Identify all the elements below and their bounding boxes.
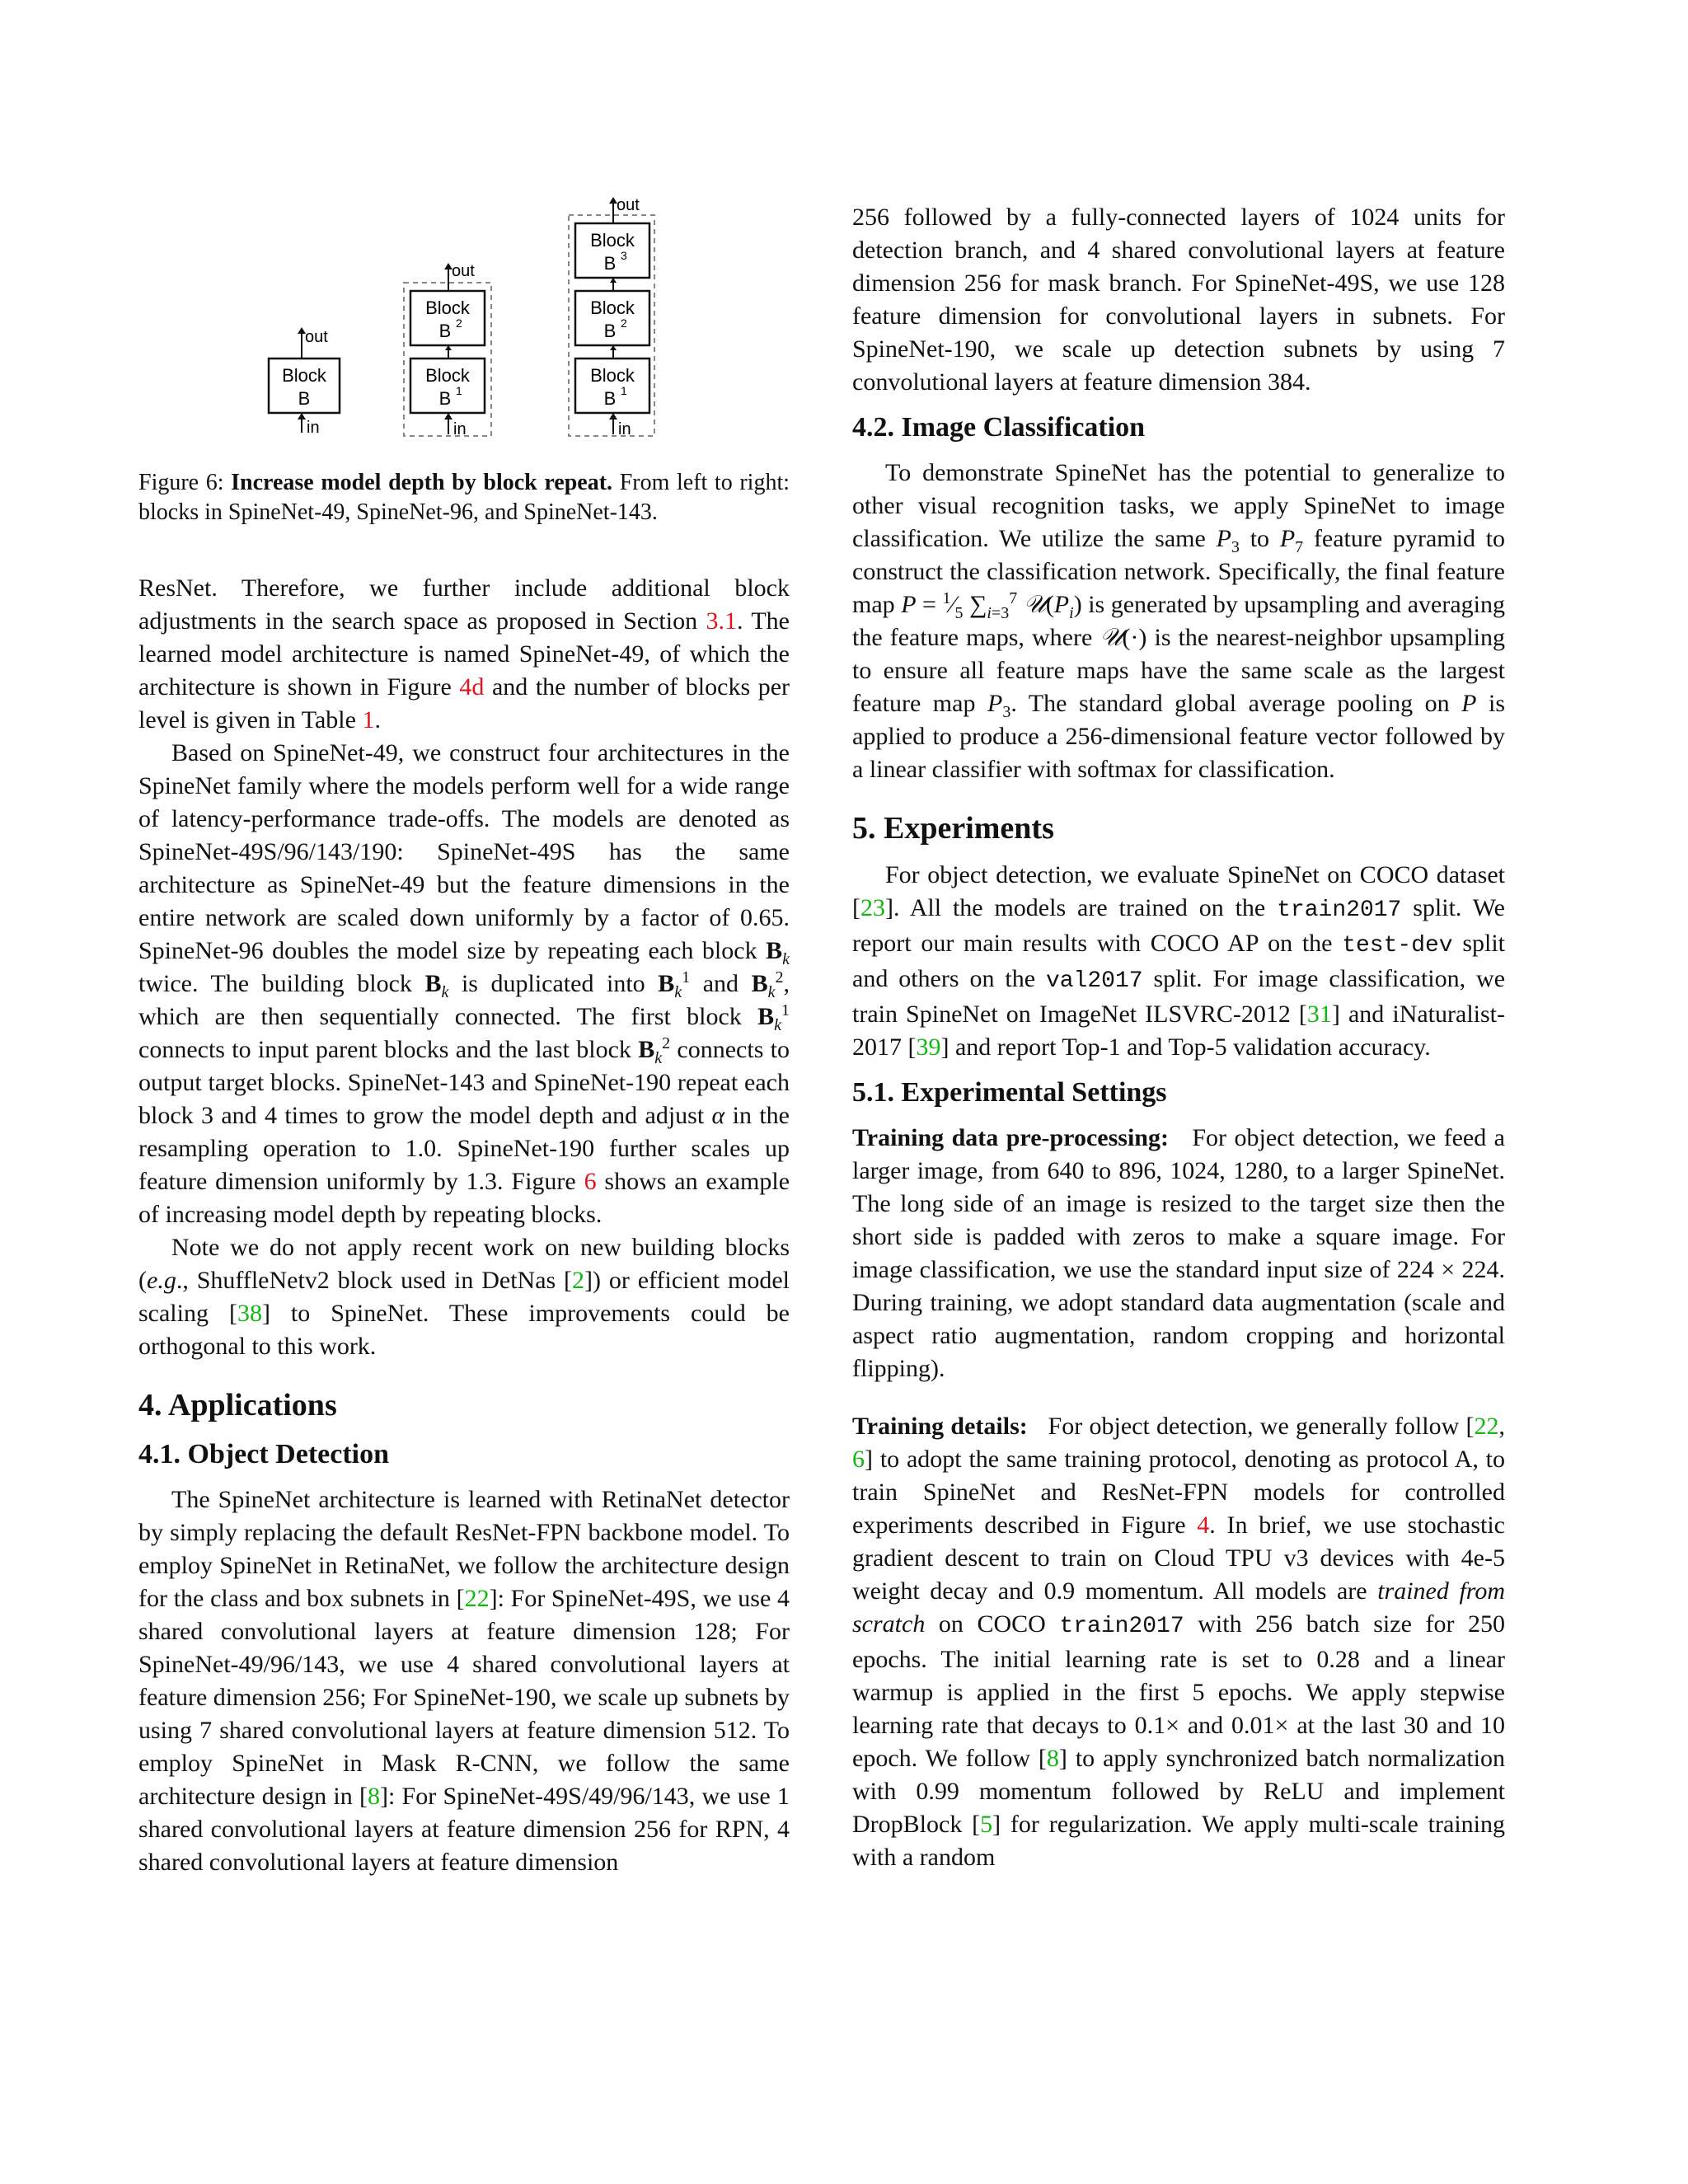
paragraph: Training data pre-processing: For object detection, we feed a larger image, from 640 to 896, 1024, 1280, to a larger SpineNet. The long side of an image is resized to the target size then the short side is padded with zeros to make a square image. For image classification, we use the standard input size of 224 × 224. During training, we adopt standard data augmentation (scale and aspect ratio augmentation, random cropping and horizontal flipping). xyxy=(852,1124,1506,1382)
svg-text:Block: Block xyxy=(590,230,635,251)
svg-text:1: 1 xyxy=(456,384,462,397)
block-column-spinenet-49 xyxy=(269,327,340,437)
section-heading: 5. Experiments xyxy=(852,811,1054,846)
section-ref-link[interactable]: 3.1 xyxy=(706,607,737,635)
svg-text:Block: Block xyxy=(425,298,470,318)
block-column-spinenet-143 xyxy=(569,196,654,438)
table-ref-link[interactable]: 1 xyxy=(362,706,375,733)
figure-6-diagram xyxy=(264,194,676,441)
paragraph: The SpineNet architecture is learned with RetinaNet detector by simply replacing the default ResNet-FPN backbone model. To employ SpineNet in RetinaNet, we follow the architecture design for the class and box subnets in [22]: For SpineNet-49S, we use 4 shared convolutional layers at feature dimension 128; For SpineNet-49/96/143, we use 4 shared convolutional layers at feature dimension 256; For SpineNet-190, we scale up subnets by using 7 shared convolutional layers at feature dimension 512. To employ SpineNet in Mask R-CNN, we follow the same architecture design in [8]: For SpineNet-49S/49/96/143, we use 1 shared convolutional layers at feature dimension 256 for RPN, 4 shared convolutional layers at feature dimension xyxy=(138,1486,790,1876)
svg-text:B: B xyxy=(438,321,452,341)
paragraph: Training details: For object detection, we generally follow [22, 6] to adopt the same training protocol, denoting as protocol A, to train SpineNet and ResNet-FPN models for controlled experiments described in Figure 4. In brief, we use stochastic gradient descent to train on Cloud TPU v3 devices with 4e-5 weight decay and 0.9 momentum. All models are trained from scratch on COCO train2017 with 256 batch size for 250 epochs. The initial learning rate is set to 0.28 and a linear warmup is applied in the first 5 epochs. We apply stepwise learning rate that decays to 0.1× and 0.01× at the last 30 and 10 epoch. We follow [8] to apply synchronized batch normalization with 0.99 momentum followed by ReLU and implement DropBlock [5] for regularization. We apply multi-scale training with a random xyxy=(852,1413,1506,1871)
paragraph: 256 followed by a fully-connected layers of 1024 units for detection branch, and 4 shared convolutional layers at feature dimension 256 for mask branch. For SpineNet-49S, we use 128 feature dimension for convolutional layers in subnets. For SpineNet-190, we scale up detection subnets by using 7 convolutional layers at feature dimension 384. xyxy=(852,204,1505,396)
svg-text:B: B xyxy=(603,321,617,341)
svg-text:2: 2 xyxy=(621,316,627,330)
svg-text:out: out xyxy=(617,196,640,214)
figure-ref-link[interactable]: 6 xyxy=(584,1168,597,1195)
svg-text:Block: Block xyxy=(590,365,635,386)
in-label: in xyxy=(307,419,320,437)
figure-ref-link[interactable]: 4d xyxy=(459,673,485,701)
svg-text:B: B xyxy=(603,253,617,274)
svg-text:B: B xyxy=(603,388,617,409)
svg-text:in: in xyxy=(618,420,631,438)
citation-link[interactable]: 8 xyxy=(1046,1745,1059,1772)
citation-link[interactable]: 22 xyxy=(464,1585,490,1612)
block-symbol: B xyxy=(298,388,311,409)
block-column-spinenet-96 xyxy=(404,262,491,438)
citation-link[interactable]: 22 xyxy=(1474,1413,1499,1440)
subsection-heading: 4.2. Image Classification xyxy=(852,412,1146,443)
svg-text:2: 2 xyxy=(456,316,462,330)
subsection-heading: 4.1. Object Detection xyxy=(138,1439,390,1469)
svg-text:3: 3 xyxy=(621,249,627,262)
paragraph: To demonstrate SpineNet has the potential to generalize to other visual recognition tasks, we apply SpineNet to image classification. We utilize the same $P_3$ to $P_7$ feature pyramid to construct the classification network. Specifically, the final feature map $P = ^1⁄_5$ $\sum_{i=3}^7$ $𝒰(P_i)$ is generated by upsampling and averaging the feature maps, where 𝒰(·) is the nearest-neighbor upsampling to ensure all feature maps have the same scale as the largest feature map $P_3$. The standard global average pooling on P is applied to produce a 256-dimensional feature vector followed by a linear classifier with softmax for classification. xyxy=(852,459,1506,783)
citation-link[interactable]: 23 xyxy=(860,894,885,921)
svg-text:in: in xyxy=(453,420,467,438)
paragraph: ResNet. Therefore, we further include additional block adjustments in the search space as proposed in Section 3.1. The learned model architecture is named SpineNet-49, of which the architecture is shown in Figure 4d and the number of blocks per level is given in Table 1. xyxy=(138,574,790,733)
citation-link[interactable]: 5 xyxy=(980,1811,993,1838)
figure-ref-link[interactable]: 4 xyxy=(1197,1511,1210,1539)
section-heading: 4. Applications xyxy=(138,1388,337,1422)
citation-link[interactable]: 2 xyxy=(572,1267,585,1294)
svg-text:Block: Block xyxy=(590,298,635,318)
out-label: out xyxy=(305,328,328,346)
paragraph: For object detection, we evaluate SpineNet on COCO dataset [23]. All the models are trained on the train2017 split. We report our main results with COCO AP on the test-dev split and others on the val2017 split. For image classification, we train SpineNet on ImageNet ILSVRC-2012 [31] and iNaturalist-2017 [39] and report Top-1 and Top-5 validation accuracy. xyxy=(852,861,1506,1061)
citation-link[interactable]: 31 xyxy=(1306,1001,1332,1028)
block-label: Block xyxy=(282,365,326,386)
citation-link[interactable]: 8 xyxy=(367,1783,380,1810)
paragraph: Note we do not apply recent work on new building blocks (e.g., ShuffleNetv2 block used in DetNas [2]) or efficient model scaling [38] to SpineNet. These improvements could be orthogonal to this work. xyxy=(138,1234,790,1360)
paragraph: Based on SpineNet-49, we construct four architectures in the SpineNet family where the models perform well for a wide range of latency-performance trade-offs. The models are denoted as SpineNet-49S/96/143/190: SpineNet-49S has the same architecture as SpineNet-49 but the feature dimensions in the entire network are scaled down uniformly by a factor of 0.65. SpineNet-96 doubles the model size by repeating each block $B_k$ twice. The building block $B_k$ is duplicated into $B_k^1$ and $B_k^2$, which are then sequentially connected. The first block $B_k^1$ connects to input parent blocks and the last block $B_k^2$ connects to output target blocks. SpineNet-143 and SpineNet-190 repeat each block 3 and 4 times to grow the model depth and adjust α in the resampling operation to 1.0. SpineNet-190 further scales up feature dimension uniformly by 1.3. Figure 6 shows an example of increasing model depth by repeating blocks. xyxy=(138,739,790,1228)
citation-link[interactable]: 6 xyxy=(852,1446,865,1473)
svg-text:1: 1 xyxy=(621,384,627,397)
out-label: out xyxy=(452,262,475,280)
figure-caption: Figure 6: Increase model depth by block repeat. From left to right: blocks in SpineNet-49, SpineNet-96, and SpineNet-143. xyxy=(138,470,790,525)
svg-text:Block: Block xyxy=(425,365,470,386)
svg-text:B: B xyxy=(438,388,452,409)
citation-link[interactable]: 38 xyxy=(237,1300,262,1327)
subsection-heading: 5.1. Experimental Settings xyxy=(852,1077,1167,1108)
citation-link[interactable]: 39 xyxy=(916,1033,941,1061)
